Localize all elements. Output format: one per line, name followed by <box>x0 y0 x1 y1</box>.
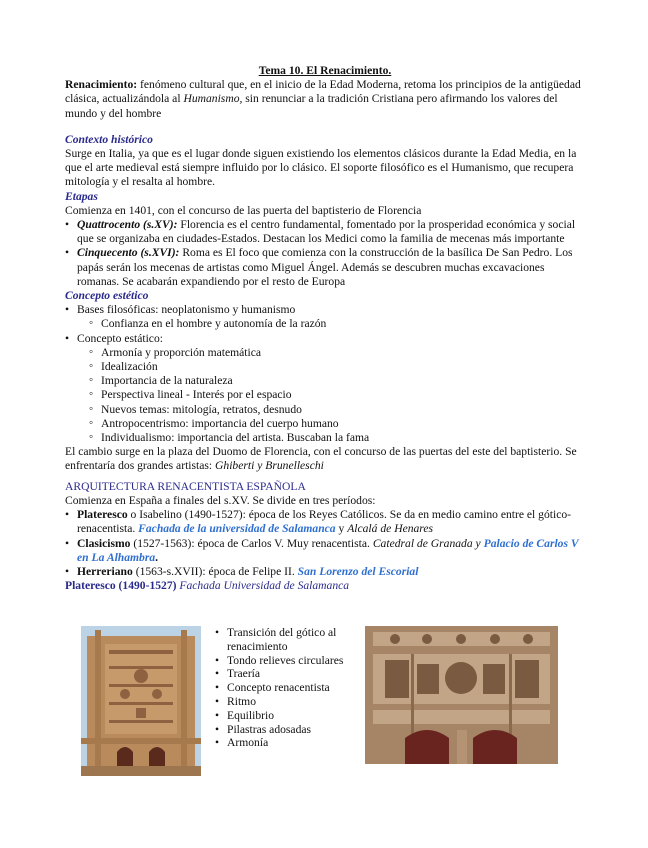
herreriano-term: Herreriano <box>77 564 133 578</box>
list-item <box>65 246 585 289</box>
quattrocento-text: Florencia es el centro fundamental, fomentado por la prosperidad económica y social que se organizaba en ciudades-Estados. Destacan los Medici como la familia de mecenas más importante <box>77 218 576 246</box>
clasicismo-term: Clasicismo <box>77 536 131 550</box>
list-item: • Traería <box>215 667 355 681</box>
salamanca-detail-photo <box>365 626 558 764</box>
plateresco-term: Plateresco <box>77 508 128 522</box>
intro-humanismo: Humanismo, <box>183 92 243 106</box>
clasicismo-text: (1527-1563): época de Carlos V. Muy renacentista. <box>130 536 373 550</box>
intro-text-end: sin renunciar a la tradición Cristiana pero afirmando los valores del mundo y del hombre <box>65 92 558 120</box>
concepto-closing <box>65 445 585 473</box>
carlos-v-link[interactable]: Palacio de Carlos V en La Alhambra <box>77 536 579 564</box>
sub-list-item: ◦ Individualismo: importancia del artista. Buscaban la fama <box>65 431 585 445</box>
list-item <box>65 537 585 565</box>
contexto-text: Surge en Italia, ya que es el lugar donde siguen existiendo los elementos clásicos durante la Edad Media, en la que el arte medieval está siempre influido por lo clásico. El soporte filosófico es el Humanismo, que recupera mitología y el resalta al hombre. <box>65 147 577 189</box>
list-item: • Equilibrio <box>215 709 355 723</box>
sub-list-item: ◦ Armonía y proporción matemática <box>65 346 585 360</box>
intro-text: fenómeno cultural que, en el inicio de la Edad Moderna, retoma los principios de la antigüedad clásica, actualizándola al <box>65 78 581 106</box>
cinquecento-term: Cinquecento (s.XVI): <box>77 246 180 260</box>
list-item: • Concepto estático: <box>65 332 585 346</box>
arquitectura-intro: Comienza en España a finales del s.XV. Se divide en tres períodos: <box>65 493 376 507</box>
plateresco-heading-term: Plateresco (1490-1527) <box>65 579 177 593</box>
list-item: • Pilastras adosadas <box>215 723 355 737</box>
alcala-text: Alcalá de Henares <box>347 522 434 536</box>
sub-list-item: ◦ Nuevos temas: mitología, retratos, desnudo <box>65 403 585 417</box>
granada-text: Catedral de Granada <box>372 536 473 550</box>
sub-list-item: ◦ Importancia de la naturaleza <box>65 374 585 388</box>
intro-paragraph <box>65 78 585 121</box>
list-item: • Ritmo <box>215 695 355 709</box>
page-title: Tema 10. El Renacimiento. <box>258 64 392 77</box>
sub-list-item: ◦ Idealización <box>65 360 585 374</box>
quattrocento-term: Quattrocento (s.XV): <box>77 218 178 232</box>
plateresco-and: y <box>335 522 348 536</box>
plateresco-heading-sub: Fachada Universidad de Salamanca <box>179 579 350 593</box>
closing-text: El cambio surge en la plaza del Duomo de Florencia, con el concurso de las puertas del este del baptisterio. Se enfrentaría dos grandes artistas: <box>65 445 577 473</box>
plateresco-heading <box>65 579 585 593</box>
list-item <box>65 508 585 536</box>
document-page <box>65 64 585 593</box>
list-item: • Concepto renacentista <box>215 681 355 695</box>
intro-term: Renacimiento: <box>65 78 138 92</box>
plateresco-text: o Isabelino (1490-1527): época de los Reyes Católicos. Se da en medio camino entre el gótico-renacentista. <box>77 508 571 536</box>
contexto-heading: Contexto histórico <box>65 132 153 146</box>
list-item: • Armonía <box>215 736 355 750</box>
clasicismo-dot: . <box>155 550 159 564</box>
salamanca-facade-photo <box>81 626 201 776</box>
sub-list-item: ◦ Confianza en el hombre y autonomía de la razón <box>65 317 585 331</box>
features-list <box>215 626 355 750</box>
clasicismo-and: y <box>472 536 484 550</box>
list-item: • Tondo relieves circulares <box>215 654 355 668</box>
etapas-text: Comienza en 1401, con el concurso de las puerta del baptisterio de Florencia <box>65 203 422 217</box>
escorial-link[interactable]: San Lorenzo del Escorial <box>297 564 419 578</box>
etapas-heading: Etapas <box>65 189 98 203</box>
cinquecento-text: Roma es El foco que comienza con la construcción de la basílica De San Pedro. Los papás serán los mecenas de artistas como Miguel Ángel. Además se descubren muchas excavaciones romanas. Se acabarán expandiendo por el resto de Europa <box>77 246 573 288</box>
salamanca-link[interactable]: Fachada de la universidad de Salamanca <box>138 522 336 536</box>
list-item: • Transición del gótico al renacimiento <box>215 626 355 654</box>
list-item <box>65 565 585 579</box>
closing-artists: Ghiberti y Brunelleschi <box>215 459 324 473</box>
arquitectura-heading: ARQUITECTURA RENACENTISTA ESPAÑOLA <box>65 479 306 493</box>
herreriano-text: (1563-s.XVII): época de Felipe II. <box>132 564 298 578</box>
list-item: • Bases filosóficas: neoplatonismo y humanismo <box>65 303 585 317</box>
list-item <box>65 218 585 246</box>
concepto-heading: Concepto estético <box>65 289 149 303</box>
sub-list-item: ◦ Perspectiva lineal - Interés por el espacio <box>65 388 585 402</box>
sub-list-item: ◦ Antropocentrismo: importancia del cuerpo humano <box>65 417 585 431</box>
